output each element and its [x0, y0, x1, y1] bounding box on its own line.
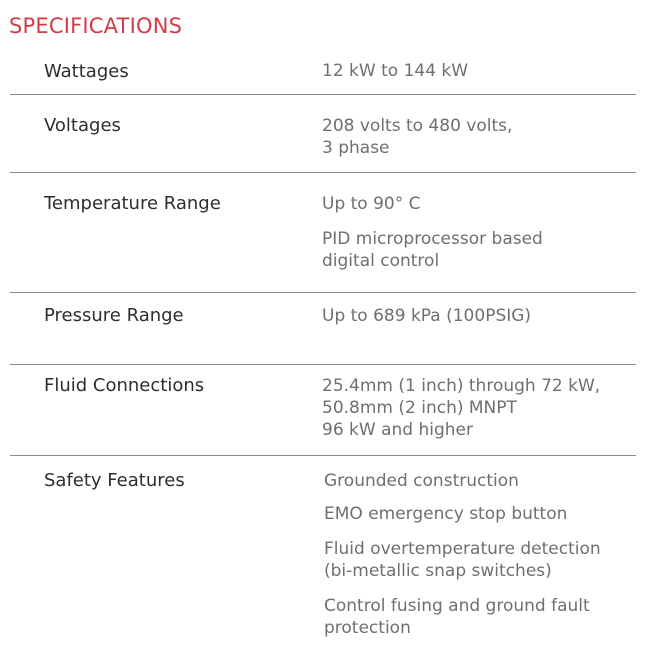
spec-value-line: Up to 90° C [322, 194, 421, 214]
spec-label-pressure-range: Pressure Range [44, 305, 184, 326]
spec-label-voltages: Voltages [44, 115, 121, 136]
spec-value-control [322, 228, 543, 272]
spec-value-temperature [322, 193, 421, 215]
spec-label-fluid-connections: Fluid Connections [44, 375, 205, 396]
specifications-title: SPECIFICATIONS [9, 14, 183, 38]
spec-label-temperature-range: Temperature Range [44, 193, 221, 214]
spec-value-line: Fluid overtemperature detection [324, 539, 601, 559]
spec-row-safety-features [10, 456, 636, 654]
spec-value-pressure [322, 305, 531, 327]
spec-value-line: EMO emergency stop button [324, 504, 568, 524]
spec-label-safety-features: Safety Features [44, 470, 185, 491]
spec-value-emo [324, 503, 567, 525]
spec-value-line: 50.8mm (2 inch) MNPT [322, 398, 517, 418]
spec-value-voltages [322, 115, 512, 159]
spec-value-line: 208 volts to 480 volts, [322, 116, 513, 136]
spec-value-line: 25.4mm (1 inch) through 72 kW, [322, 376, 601, 396]
spec-value-line: digital control [322, 251, 440, 271]
spec-value-line: Grounded construction [324, 471, 519, 491]
spec-label-wattages: Wattages [44, 61, 129, 82]
spec-value-fusing [324, 595, 590, 639]
spec-value-line: 3 phase [322, 138, 390, 158]
spec-row-pressure-range [10, 293, 636, 365]
spec-row-voltages [10, 95, 636, 173]
spec-value-line: 12 kW to 144 kW [322, 61, 469, 81]
spec-value-line: Up to 689 kPa (100PSIG) [322, 306, 532, 326]
spec-value-line: Control fusing and ground fault [324, 596, 590, 616]
spec-value-line: 96 kW and higher [322, 420, 473, 440]
spec-row-fluid-connections [10, 365, 636, 456]
spec-value-fluid-connections [322, 375, 600, 441]
spec-row-temperature-range [10, 173, 636, 293]
spec-value-line: (bi-metallic snap switches) [324, 561, 552, 581]
spec-value-overtemperature [324, 538, 601, 582]
spec-value-line: protection [324, 618, 411, 638]
spec-value-wattages [322, 60, 468, 82]
spec-value-grounded [324, 470, 519, 492]
spec-value-line: PID microprocessor based [322, 229, 543, 249]
spec-row-wattages [10, 48, 636, 95]
